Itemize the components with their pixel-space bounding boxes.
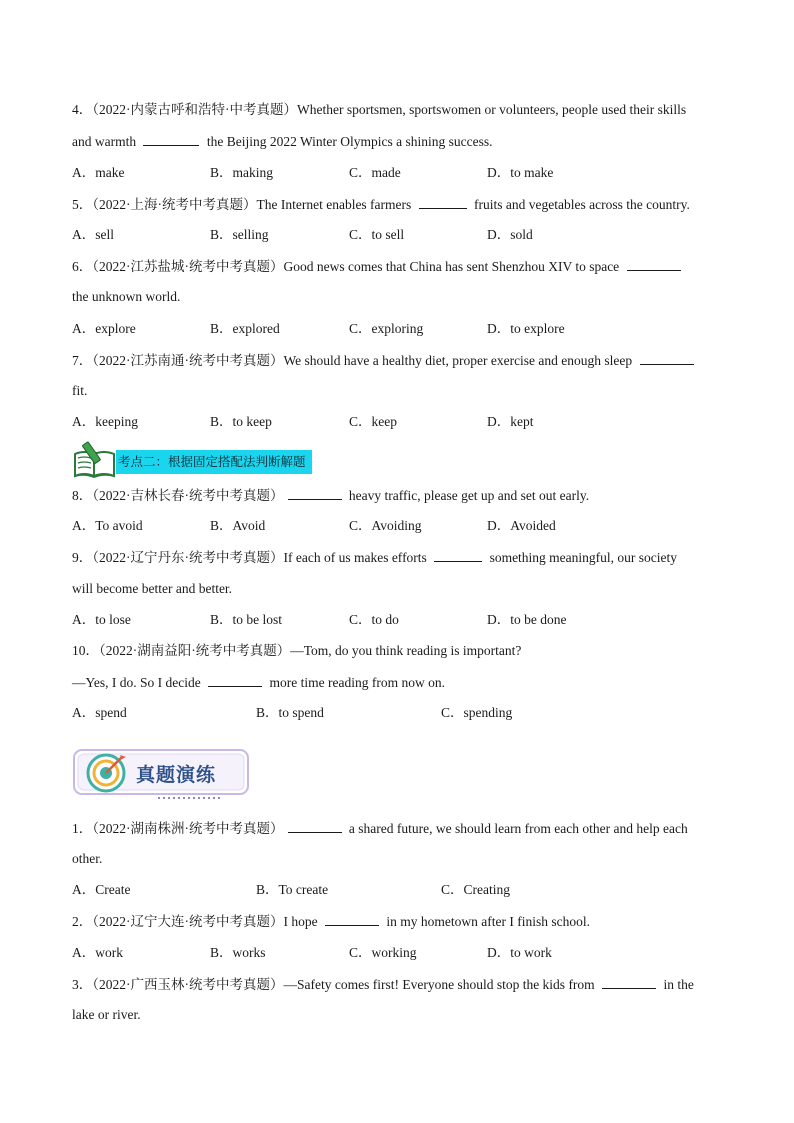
option-c: C．keep [349, 414, 397, 429]
question-6-line-1: 6．（2022·江苏盐城·统考中考真题）Good news comes that China has sent Shenzhou XIV to space [72, 257, 685, 276]
option-a: A．keeping [72, 414, 138, 429]
practice-question-1-line-2: other. [72, 851, 103, 866]
answer-blank [640, 351, 694, 365]
option-a: A．spend [72, 705, 127, 720]
option-d: D．Avoided [487, 518, 556, 533]
question-9-options [0, 611, 794, 629]
question-4-line-2: and warmth the Beijing 2022 Winter Olympics a shining success. [72, 134, 493, 149]
practice-question-2-line-1: 2．（2022·辽宁大连·统考中考真题）I hope in my hometown after I finish school. [72, 914, 590, 929]
question-7-line-2: fit. [72, 383, 88, 398]
question-5-line-1: 5．（2022·上海·统考中考真题）The Internet enables farmers fruits and vegetables across the country. [72, 197, 690, 212]
question-6-line-2: the unknown world. [72, 289, 181, 304]
answer-blank [288, 486, 342, 500]
practice-question-1-line-1: 1．（2022·湖南株洲·统考中考真题） a shared future, we should learn from each other and help each [72, 821, 688, 836]
practice-title: 真题演练 [136, 764, 217, 786]
question-4-options [0, 164, 794, 182]
question-9-line-1: 9．（2022·辽宁丹东·统考中考真题）If each of us makes efforts something meaningful, our society [72, 550, 678, 565]
practice-banner [72, 744, 252, 802]
option-a: A．work [72, 945, 123, 960]
option-b: B．Avoid [210, 518, 266, 533]
practice-question-2-options [0, 944, 794, 962]
option-a: A．To avoid [72, 518, 143, 533]
question-10-line-2: —Yes, I do. So I decide more time reading from now on. [72, 675, 445, 690]
option-b: B．To create [256, 882, 329, 897]
section-banner [72, 440, 332, 478]
question-10-options [0, 704, 794, 722]
question-5-options [0, 226, 794, 244]
option-d: D．to work [487, 945, 552, 960]
option-b: B．to keep [210, 414, 272, 429]
answer-blank [627, 257, 681, 271]
answer-blank [419, 195, 467, 209]
question-4-line-1: 4．（2022·内蒙古呼和浩特·中考真题）Whether sportsmen, sportswomen or volunteers, people used their skills [72, 102, 687, 117]
question-6-options [0, 320, 794, 338]
option-d: D．to explore [487, 321, 565, 336]
option-c: C．to do [349, 612, 399, 627]
book-pencil-icon [72, 440, 120, 480]
question-8-options [0, 517, 794, 535]
option-c: C．made [349, 165, 401, 180]
option-d: D．kept [487, 414, 534, 429]
option-d: D．to make [487, 165, 554, 180]
option-b: B．explored [210, 321, 280, 336]
question-10-line-1: 10．（2022·湖南益阳·统考中考真题）—Tom, do you think reading is important? [72, 643, 522, 658]
option-b: B．to be lost [210, 612, 283, 627]
option-c: C．working [349, 945, 417, 960]
option-c: C．spending [441, 705, 513, 720]
option-c: C．Creating [441, 882, 510, 897]
option-a: A．to lose [72, 612, 131, 627]
practice-question-3-line-1: 3．（2022·广西玉林·统考中考真题）—Safety comes first! Everyone should stop the kids from in the [72, 977, 694, 992]
question-7-options [0, 413, 794, 431]
practice-question-1-options [0, 881, 794, 899]
question-8-line-1: 8．（2022·吉林长春·统考中考真题） heavy traffic, please get up and set out early. [72, 488, 590, 503]
answer-blank [602, 975, 656, 989]
option-a: A．make [72, 165, 125, 180]
option-d: D．to be done [487, 612, 567, 627]
option-c: C．exploring [349, 321, 424, 336]
option-d: D．sold [487, 227, 533, 242]
option-a: A．Create [72, 882, 131, 897]
answer-blank [325, 912, 379, 926]
answer-blank [434, 548, 482, 562]
question-7-line-1: 7．（2022·江苏南通·统考中考真题）We should have a healthy diet, proper exercise and enough sleep [72, 351, 698, 370]
answer-blank [143, 132, 199, 146]
question-9-line-2: will become better and better. [72, 581, 233, 596]
option-b: B．selling [210, 227, 269, 242]
option-b: B．to spend [256, 705, 324, 720]
option-c: C．Avoiding [349, 518, 422, 533]
answer-blank [288, 819, 342, 833]
option-b: B．works [210, 945, 266, 960]
option-a: A．explore [72, 321, 136, 336]
option-c: C．to sell [349, 227, 405, 242]
target-icon [84, 751, 128, 795]
answer-blank [208, 673, 262, 687]
option-a: A．sell [72, 227, 114, 242]
option-b: B．making [210, 165, 273, 180]
practice-question-3-line-2: lake or river. [72, 1007, 141, 1022]
section-title: 考点二：根据固定搭配法判断解题 [116, 450, 312, 474]
